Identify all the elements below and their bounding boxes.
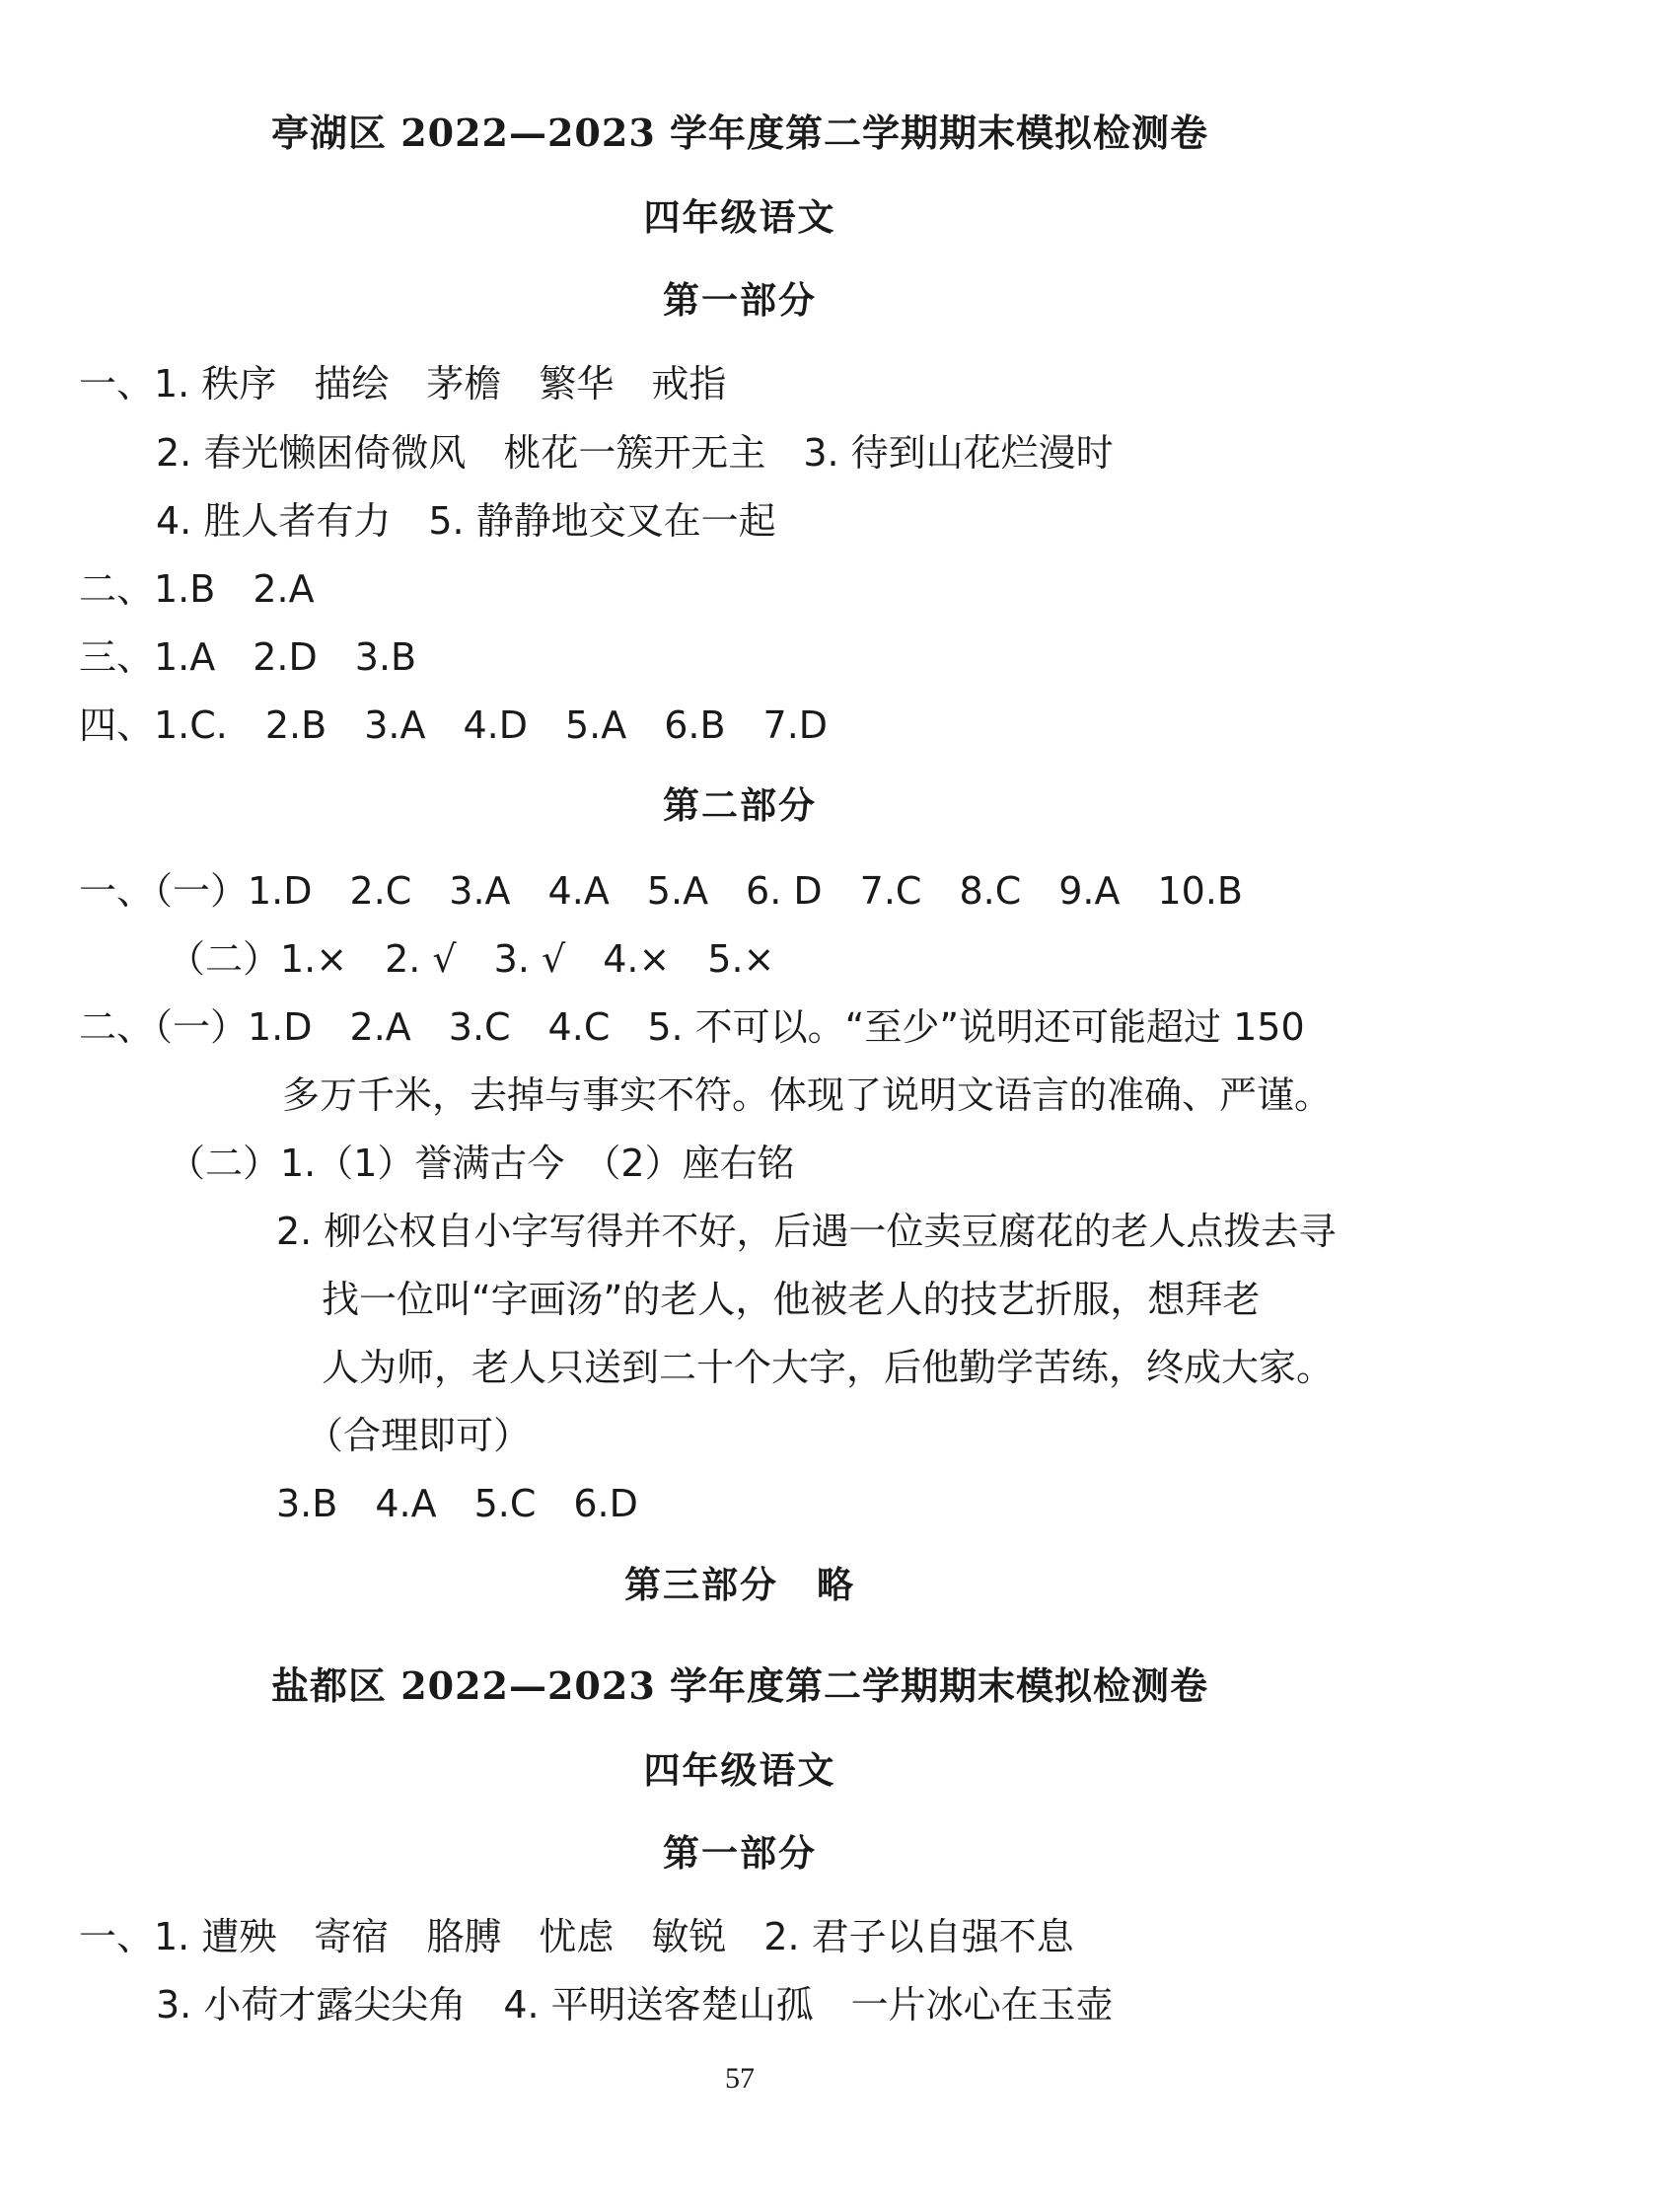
doc2-title: 盐都区 2022—2023 学年度第二学期期末模拟检测卷	[271, 1663, 1208, 1708]
doc1-p1-line-2: 2. 春光懒困倚微风 桃花一簇开无主 3. 待到山花烂漫时	[156, 431, 1114, 475]
doc1-p2-line-5: （二）1.（1）誉满古今 （2）座右铭	[168, 1142, 795, 1185]
doc1-p1-line-5: 三、1.A 2.D 3.B	[79, 635, 417, 679]
page-number: 57	[725, 2062, 755, 2095]
doc1-part3-heading: 第三部分 略	[624, 1563, 855, 1606]
doc1-p2-line-6: 2. 柳公权自小字写得并不好，后遇一位卖豆腐花的老人点拨去寻	[276, 1210, 1337, 1253]
doc1-p2-line-8: 人为师，老人只送到二十个大字，后他勤学苦练，终成大家。	[322, 1346, 1335, 1389]
doc2-part1-heading: 第一部分	[663, 1831, 817, 1875]
doc1-p2-line-2: （二）1.× 2. √ 3. √ 4.× 5.×	[168, 937, 775, 981]
doc1-p1-line-1: 一、1. 秩序 描绘 茅檐 繁华 戒指	[79, 362, 727, 406]
doc2-p1-line-2: 3. 小荷才露尖尖角 4. 平明送客楚山孤 一片冰心在玉壶	[156, 1983, 1114, 2027]
doc1-p2-line-3: 二、（一）1.D 2.A 3.C 4.C 5. 不可以。“至少”说明还可能超过 150	[79, 1005, 1305, 1049]
doc1-p2-line-1: 一、（一）1.D 2.C 3.A 4.A 5.A 6. D 7.C 8.C 9.A 10.B	[79, 869, 1243, 913]
doc2-p1-line-1: 一、1. 遭殃 寄宿 胳膊 忧虑 敏锐 2. 君子以自强不息	[79, 1915, 1074, 1958]
doc1-p1-line-4: 二、1.B 2.A	[79, 567, 315, 611]
doc1-part1-heading: 第一部分	[663, 278, 817, 322]
doc1-part2-heading: 第二部分	[663, 783, 817, 827]
doc1-p1-line-6: 四、1.C. 2.B 3.A 4.D 5.A 6.B 7.D	[79, 703, 829, 747]
doc1-title: 亭湖区 2022—2023 学年度第二学期期末模拟检测卷	[271, 111, 1208, 155]
doc1-p2-line-10: 3.B 4.A 5.C 6.D	[276, 1482, 638, 1525]
doc1-p2-line-7: 找一位叫“字画汤”的老人，他被老人的技艺折服，想拜老	[322, 1278, 1261, 1321]
doc2-subtitle: 四年级语文	[643, 1748, 836, 1792]
doc1-p2-line-4: 多万千米，去掉与事实不符。体现了说明文语言的准确、严谨。	[282, 1073, 1333, 1117]
doc1-subtitle: 四年级语文	[643, 195, 836, 239]
doc1-p1-line-3: 4. 胜人者有力 5. 静静地交叉在一起	[156, 499, 776, 543]
doc1-p2-line-9: （合理即可）	[306, 1414, 532, 1457]
